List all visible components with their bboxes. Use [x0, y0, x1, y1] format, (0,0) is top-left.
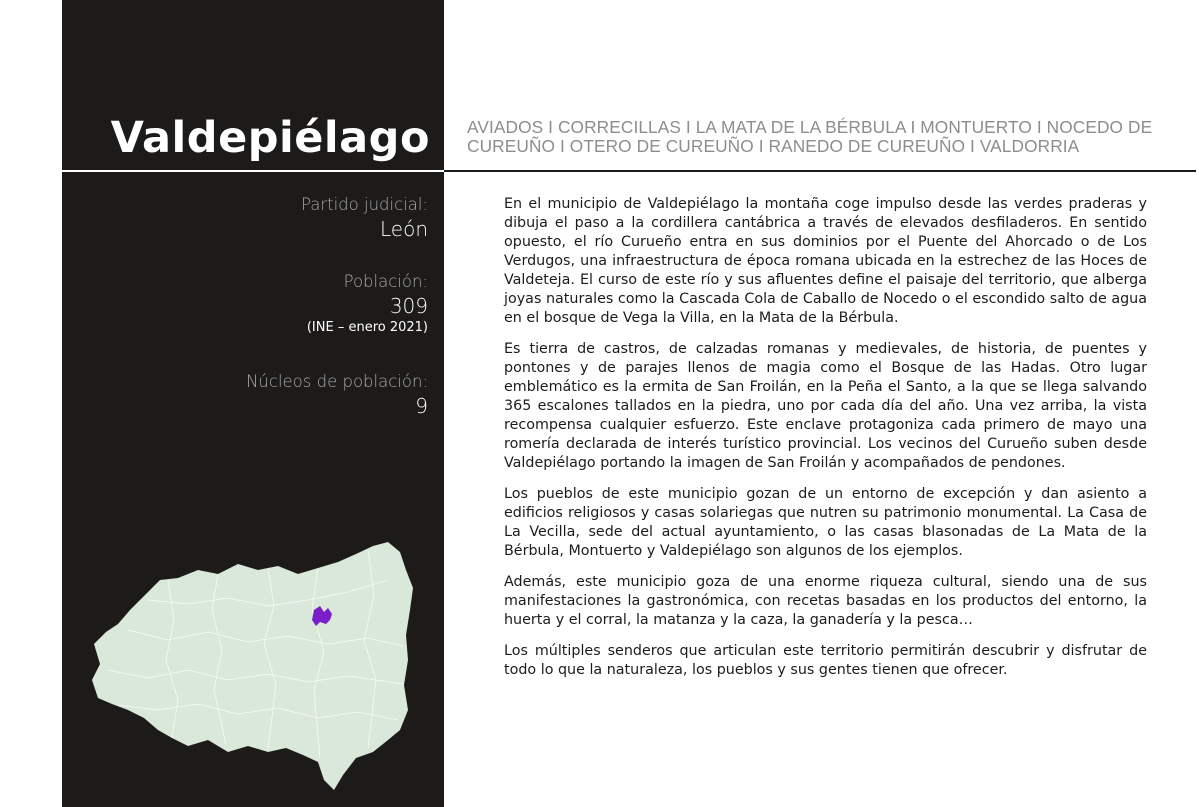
partido-label: Partido judicial: — [301, 195, 428, 214]
province-shape — [92, 542, 413, 790]
paragraph: Los pueblos de este municipio gozan de un entorno de excepción y dan asiento a edificios religiosos y casas solariegas que nutren su patrimonio monumental. La Casa de La Vecilla, sede del actual ayuntamiento, o las casas blasonadas de La Mata de la Bérbula, Montuerto y Valdepiélago son algunos de los ejemplos. — [504, 486, 1147, 559]
partido-judicial-block — [62, 194, 428, 242]
nucleos-value: 9 — [415, 394, 428, 418]
partido-value: León — [379, 217, 428, 241]
poblacion-label: Población: — [343, 272, 428, 291]
province-map — [88, 540, 428, 795]
village-list: AVIADOS I CORRECILLAS I LA MATA DE LA BÉRBULA I MONTUERTO I NOCEDO DE CUREUÑO I OTERO DE CUREUÑO I RANEDO DE CUREUÑO I VALDORRIA — [467, 117, 1153, 156]
poblacion-block — [62, 271, 428, 336]
nucleos-block — [62, 371, 428, 419]
page-title: Valdepiélago — [110, 113, 430, 163]
paragraph: Es tierra de castros, de calzadas romanas y medievales, de historia, de puentes y pontones y de parajes llenos de magia como el Bosque de las Hadas. Otro lugar emblemático es la ermita de San Froilán, en la Peña el Santo, a la que se llega salvando 365 escalones tallados en la piedra, uno por cada día del año. Una vez arriba, la vista recompensa cualquier esfuerzo. Este enclave protagoniza cada primero de mayo una romería declarada de interés turístico provincial. Los vecinos del Curueño suben desde Valdepiélago portando la imagen de San Froilán y acompañados de pendones. — [504, 341, 1147, 471]
paragraph: En el municipio de Valdepiélago la montaña coge impulso desde las verdes praderas y dibuja el paso a la cordillera cantábrica a través de elevados desfiladeros. En sentido opuesto, el río Curueño entra en sus dominios por el Puente del Ahorcado o de Los Verdugos, una infraestructura de época romana ubicada en la estrechez de las Hoces de Valdeteja. El curso de este río y sus afluentes define el paisaje del territorio, que alberga joyas naturales como la Cascada Cola de Caballo de Nocedo o el escondido salto de agua en el bosque de Vega la Villa, en la Mata de la Bérbula. — [504, 196, 1147, 326]
poblacion-value: 309 — [389, 294, 428, 318]
article-body — [504, 195, 1147, 692]
poblacion-note: (INE – enero 2021) — [306, 320, 428, 335]
nucleos-label: Núcleos de población: — [246, 372, 428, 391]
title-divider-sidebar — [62, 170, 444, 172]
paragraph: Además, este municipio goza de una enorme riqueza cultural, siendo una de sus manifestaciones la gastronómica, con recetas basadas en los productos del entorno, la huerta y el corral, la matanza y la caza, la ganadería y la pesca… — [504, 574, 1147, 628]
paragraph: Los múltiples senderos que articulan este territorio permitirán descubrir y disfrutar de todo lo que la naturaleza, los pueblos y sus gentes tienen que ofrecer. — [504, 643, 1147, 678]
